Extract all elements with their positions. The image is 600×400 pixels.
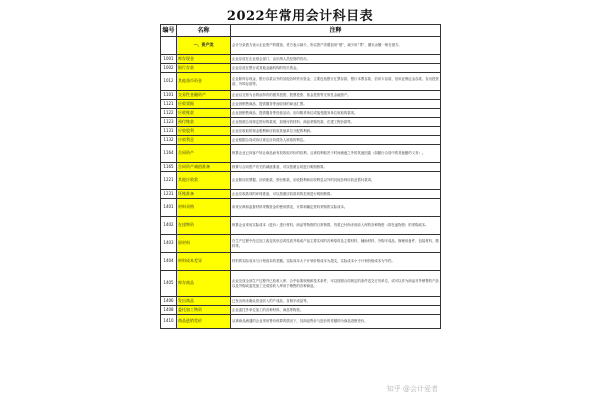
account-name: 其他货币资金 — [177, 73, 231, 91]
account-code: 1231 — [161, 190, 177, 199]
header-code: 编号 — [161, 25, 177, 37]
account-code: 1403 — [161, 235, 177, 253]
account-note: 企业根据合同或协议规定应向债务人收取的利息。 — [231, 136, 441, 145]
table-row — [161, 172, 441, 190]
account-name: 其他应收款 — [177, 172, 231, 190]
account-code — [161, 37, 177, 55]
table-header-row — [161, 25, 441, 37]
table-row — [161, 100, 441, 109]
account-note: 在生产过程中经过加工改变其形态或性质并构成产品主要实体的各种原料及主要材料、辅助材料、外购半成品、修理用备件、包装材料、燃料等。 — [231, 235, 441, 253]
account-code: 1406 — [161, 297, 177, 306]
account-code: 1401 — [161, 199, 177, 217]
account-note: 企业因销售商品、提供服务等经营活动，应向购货单位或接受服务单位收取的款项。 — [231, 109, 441, 118]
account-code: 1164 — [161, 145, 177, 163]
account-code: 1408 — [161, 306, 177, 315]
table-row — [161, 73, 441, 91]
page-title: 2022年常用会计科目表 — [226, 9, 374, 24]
table-row — [161, 64, 441, 73]
account-code: 1404 — [161, 253, 177, 271]
table-row — [161, 315, 441, 329]
account-name: 原材料 — [177, 235, 231, 253]
account-note: 企业以交易为目的而持有的债券投资、股票投资、基金投资等交易性金融资产。 — [231, 91, 441, 100]
account-code: 1012 — [161, 73, 177, 91]
category-row — [161, 37, 441, 55]
table-row — [161, 136, 441, 145]
account-note: 核算企业采用实际成本（进价）进行材料、商品等物资的日常核算，货款已付尚未验收入库的各种物资（即在途物资）的采购成本。 — [231, 217, 441, 235]
account-note: 核算企业已向客户转让商品而有权收取对价的权利，且该权利取决于时间流逝之外的其他因素（如履行合同中的其他履约义务）。 — [231, 145, 441, 163]
account-name: 合同资产减值准备 — [177, 163, 231, 172]
table-row — [161, 199, 441, 217]
account-name: 应收票据 — [177, 100, 231, 109]
table-row — [161, 55, 441, 64]
table-row — [161, 91, 441, 100]
accounts-table — [160, 24, 441, 329]
account-note: 已发出尚未确认营业收入的产成品、自制半成品等。 — [231, 297, 441, 306]
account-name: 合同资产 — [177, 145, 231, 163]
account-name: 委托加工物资 — [177, 306, 231, 315]
account-name: 银行存款 — [177, 64, 231, 73]
account-note: 企业完成全部生产过程并已验收入库、合乎标准规格和技术条件，可以按照合同规定的条件送交订货单位，或可以作为商品对外销售的产品以及外购或委托加工完成验收入库用于销售的各种商品。 — [231, 271, 441, 297]
account-code: 1132 — [161, 136, 177, 145]
account-name: 在途物资 — [177, 217, 231, 235]
table-row — [161, 118, 441, 127]
account-note: 企业除库存现金、银行存款以外的其他各种货币资金，主要包括银行汇票存款、银行本票存款、信用卡存款、信用证保证金存款、存出投资款、外埠存款等。 — [231, 73, 441, 91]
table-row — [161, 235, 441, 253]
account-code: 1122 — [161, 109, 177, 118]
account-name: 库存现金 — [177, 55, 231, 64]
account-name: 坏账准备 — [177, 190, 231, 199]
account-code: 1405 — [161, 271, 177, 297]
table-row — [161, 217, 441, 235]
table-row — [161, 271, 441, 297]
account-code: 1101 — [161, 91, 177, 100]
table-row — [161, 306, 441, 315]
table-row — [161, 145, 441, 163]
account-code: 1121 — [161, 100, 177, 109]
table-row — [161, 253, 441, 271]
table-row — [161, 297, 441, 306]
account-code: 1001 — [161, 55, 177, 64]
table-row — [161, 163, 441, 172]
account-name: 预付账款 — [177, 118, 231, 127]
account-note: 企业应收取的现金股利和应收取其他单位分配的利润。 — [231, 127, 441, 136]
account-name: 商品进销差价 — [177, 315, 231, 329]
account-note: 企业存放在银行或其他金融机构的货币资金。 — [231, 64, 441, 73]
table-body — [161, 37, 441, 329]
account-code: 1221 — [161, 172, 177, 190]
account-note: 核算与合同资产有关的减值准备，可以按照合同进行明细核算。 — [231, 163, 441, 172]
watermark: 知乎 @会计爱者 — [386, 385, 438, 393]
account-note: 企业按照合同规定预付的款项，如预付的材料、商品采购货款、在建工程价款等。 — [231, 118, 441, 127]
table-row — [161, 190, 441, 199]
account-name: 库存商品 — [177, 271, 231, 297]
account-code: 1123 — [161, 118, 177, 127]
account-name: 一、资产类 — [177, 37, 231, 55]
account-name: 材料采购 — [177, 199, 231, 217]
account-note: 从事商品流通的企业采用售价核算的情况下，其商品售价与进价的差额即为商品进销差价。 — [231, 315, 441, 329]
account-name: 应收利息 — [177, 136, 231, 145]
account-name: 应收账款 — [177, 109, 231, 118]
account-code: 1165 — [161, 163, 177, 172]
account-note: 企业应收款项的坏账准备，可以按照应收款项的类别进行明细核算。 — [231, 190, 441, 199]
account-code: 1131 — [161, 127, 177, 136]
account-name: 发出商品 — [177, 297, 231, 306]
account-note: 企业因销售商品、提供服务等而收到的商业汇票。 — [231, 100, 441, 109]
header-note: 注释 — [231, 25, 441, 37]
account-note: 企业存放在企业财会部门、由出纳人员经管的货币。 — [231, 55, 441, 64]
table-row — [161, 127, 441, 136]
header-name: 名称 — [177, 25, 231, 37]
account-note: 企业除应收票据、应收账款、预付账款、应收股利和应收利息以外的其他各种应收及暂付款项。 — [231, 172, 441, 190]
table-row — [161, 109, 441, 118]
account-name: 应收股利 — [177, 127, 231, 136]
account-code: 1002 — [161, 64, 177, 73]
account-code: 1410 — [161, 315, 177, 329]
account-note: 企业委托外单位加工的各种材料、商品等物资。 — [231, 306, 441, 315]
account-note: 用来反映和监督材料采购资金的使用情况，计算和确定材料采购的实际成本。 — [231, 199, 441, 217]
account-name: 交易性金融资产 — [177, 91, 231, 100]
account-note: 会计分录借方表示企业资产的增加、货方表示减少，所以资产类增加用“借”，减少用“贷”，期末余额一般在借方。 — [231, 37, 441, 55]
account-name: 材料成本差异 — [177, 253, 231, 271]
account-note: 材料的实际成本与计划成本的差额。实际成本大于计划价格成本为超支，实际成本小于计划价格成本为节约。 — [231, 253, 441, 271]
account-code: 1402 — [161, 217, 177, 235]
